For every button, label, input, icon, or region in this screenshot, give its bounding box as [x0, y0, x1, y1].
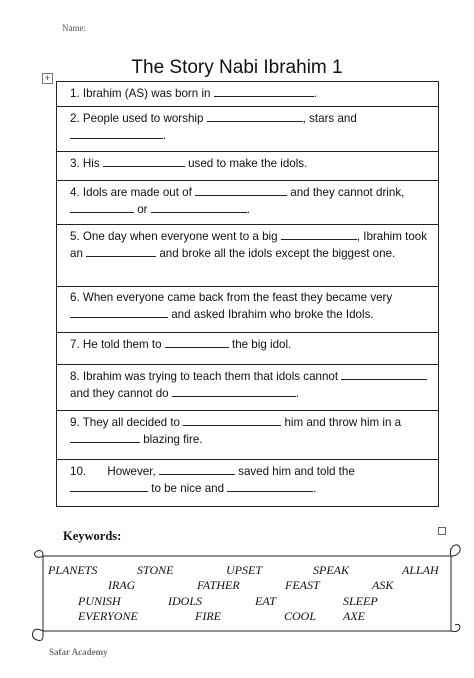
question-text: used to make the idols.: [184, 157, 308, 170]
question-text: People used to worship: [82, 112, 207, 125]
question-text: and they cannot drink,: [287, 186, 405, 199]
question-cell: [57, 365, 439, 411]
question-number: 6.: [70, 291, 80, 304]
question-number: 3.: [70, 157, 80, 170]
keyword: EAT: [255, 594, 276, 608]
answer-blank[interactable]: [183, 414, 281, 426]
answer-blank[interactable]: [214, 85, 314, 97]
question-text: and they cannot do: [70, 387, 172, 400]
question-number: 7.: [70, 338, 80, 351]
worksheet-title: The Story Nabi Ibrahim 1: [131, 57, 343, 78]
question-cell: [57, 287, 439, 333]
question-row: [57, 82, 439, 107]
keyword: UPSET: [226, 563, 262, 577]
question-text: and broke all the idols except the biggest one.: [156, 247, 396, 260]
question-text: , stars and: [302, 112, 357, 125]
keyword: ALLAH: [402, 563, 439, 577]
question-text: .: [295, 387, 300, 400]
question-row: [57, 152, 439, 181]
question-number: 5.: [70, 230, 80, 243]
question-number: 4.: [70, 186, 80, 199]
question-text: .: [313, 482, 317, 495]
question-cell: [57, 225, 439, 287]
question-number: 8.: [70, 370, 80, 383]
question-cell: [57, 460, 439, 507]
footer-academy-name: Safar Academy: [49, 647, 108, 657]
question-text: His: [82, 157, 103, 170]
question-text: or: [134, 203, 151, 216]
answer-blank[interactable]: [341, 368, 427, 380]
keyword: COOL: [284, 609, 317, 623]
answer-blank[interactable]: [172, 385, 296, 397]
keyword: SLEEP: [343, 594, 378, 608]
question-text: to be nice and: [148, 482, 228, 495]
question-number: 9.: [70, 416, 80, 429]
question-text: Ibrahim (AS) was born in: [82, 87, 214, 100]
question-row: [57, 411, 439, 460]
scroll-banner-icon: [29, 543, 465, 643]
keyword: ASK: [372, 578, 394, 592]
answer-blank[interactable]: [70, 431, 140, 443]
keyword: STONE: [137, 563, 174, 577]
question-text: Idols are made out of: [82, 186, 196, 199]
table-move-handle-icon[interactable]: +: [42, 73, 53, 84]
question-text: , Ibrahim took an: [70, 230, 428, 260]
keyword: EVERYONE: [78, 609, 138, 623]
keyword: AXE: [343, 609, 365, 623]
question-text: One day when everyone went to a big: [82, 230, 281, 243]
question-text: However,: [107, 465, 159, 478]
question-text: the big idol.: [228, 338, 292, 351]
question-text: saved him and told the: [234, 465, 355, 478]
question-cell: [57, 152, 439, 181]
keyword: FEAST: [285, 578, 320, 592]
question-cell: [57, 411, 439, 460]
question-text: .: [313, 87, 317, 100]
table-resize-handle-icon[interactable]: [438, 527, 446, 535]
answer-blank[interactable]: [86, 245, 156, 257]
questions-table: [56, 81, 439, 507]
answer-blank[interactable]: [207, 110, 303, 122]
keyword: IRAG: [108, 578, 136, 592]
keyword: SPEAK: [313, 563, 349, 577]
question-row: [57, 107, 439, 152]
keyword: PUNISH: [78, 594, 121, 608]
question-number: 10.: [70, 465, 87, 478]
question-row: [57, 460, 439, 507]
name-label: Name:: [62, 23, 86, 33]
keyword: IDOLS: [168, 594, 203, 608]
question-text: .: [163, 129, 167, 142]
keywords-heading: Keywords:: [63, 529, 122, 543]
question-text: and asked Ibrahim who broke the Idols.: [168, 308, 374, 321]
question-cell: [57, 82, 439, 107]
answer-blank[interactable]: [165, 336, 229, 348]
answer-blank[interactable]: [70, 306, 168, 318]
keyword: FIRE: [195, 609, 221, 623]
question-cell: [57, 181, 439, 225]
keyword: FATHER: [197, 578, 240, 592]
question-text: They all decided to: [82, 416, 184, 429]
question-cell: [57, 107, 439, 152]
question-text: He told them to: [82, 338, 165, 351]
answer-blank[interactable]: [159, 463, 235, 475]
question-row: [57, 365, 439, 411]
question-text: blazing fire.: [140, 433, 203, 446]
question-row: [57, 287, 439, 333]
question-text: him and throw him in a: [281, 416, 402, 429]
question-text: When everyone came back from the feast they became very: [82, 291, 393, 304]
answer-blank[interactable]: [195, 184, 287, 196]
answer-blank[interactable]: [70, 127, 163, 139]
question-row: [57, 225, 439, 287]
answer-blank[interactable]: [281, 228, 357, 240]
question-number: 2.: [70, 112, 80, 125]
question-text: .: [246, 203, 250, 216]
question-cell: [57, 333, 439, 365]
question-row: [57, 181, 439, 225]
answer-blank[interactable]: [103, 155, 185, 167]
answer-blank[interactable]: [70, 480, 148, 492]
answer-blank[interactable]: [227, 480, 313, 492]
question-text: Ibrahim was trying to teach them that idols cannot: [82, 370, 342, 383]
keyword: PLANETS: [48, 563, 98, 577]
answer-blank[interactable]: [151, 201, 247, 213]
question-number: 1.: [70, 87, 80, 100]
question-row: [57, 333, 439, 365]
answer-blank[interactable]: [70, 201, 134, 213]
